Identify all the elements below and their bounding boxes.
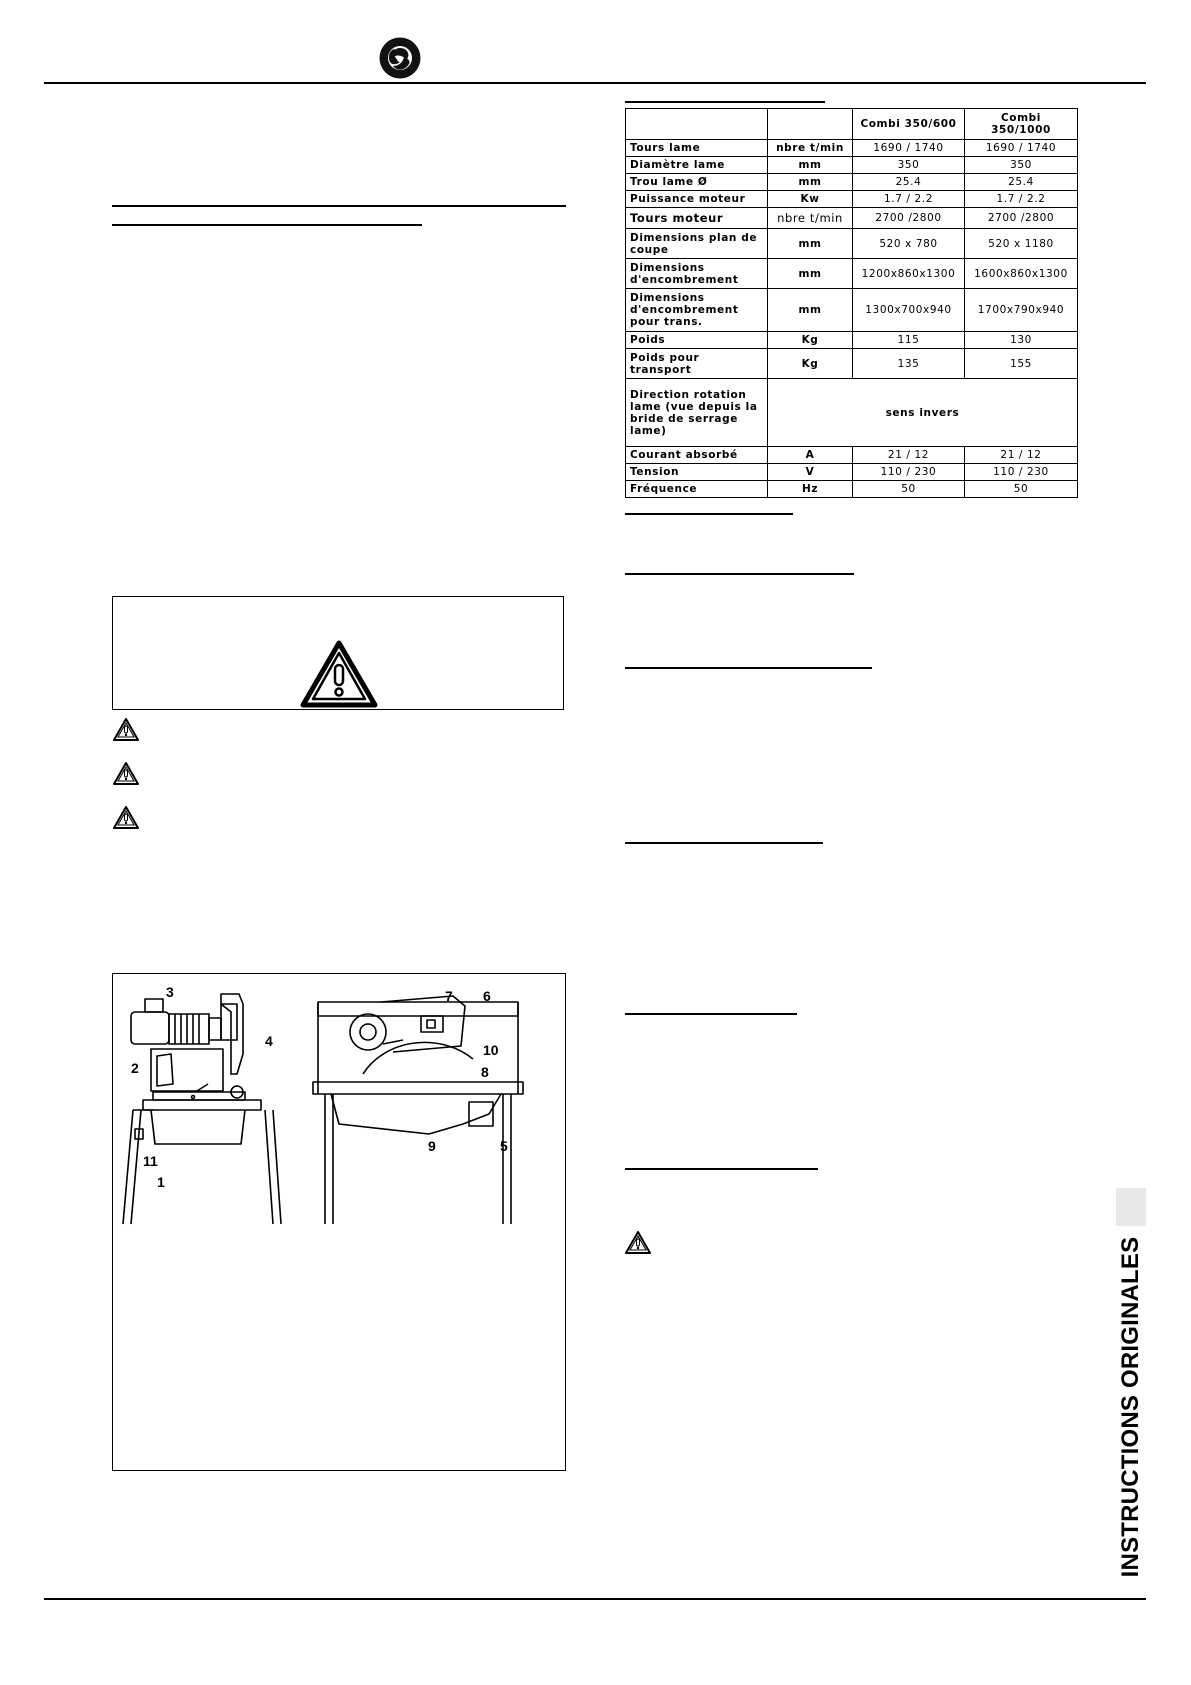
row-unit: mm [768, 157, 853, 174]
row-value: 110 / 230 [965, 464, 1078, 481]
figure-label: 4 [265, 1033, 273, 1049]
table-row [626, 157, 1078, 174]
row-value: 1.7 / 2.2 [853, 191, 965, 208]
table-row [626, 140, 1078, 157]
brand-logo-icon [378, 36, 422, 80]
figure-label: 3 [166, 984, 174, 1000]
row-label: Tension [626, 464, 768, 481]
table-header-cell: Combi 350/600 [853, 109, 965, 140]
row-value: 155 [965, 349, 1078, 379]
footer-rule [44, 1598, 1146, 1600]
row-unit: A [768, 447, 853, 464]
warning-small-icon [624, 1230, 652, 1256]
row-value: 1600x860x1300 [965, 259, 1078, 289]
figure-label: 5 [500, 1138, 508, 1154]
section-heading-underline [625, 101, 825, 103]
row-value: 1300x700x940 [853, 289, 965, 332]
section-heading-underline [625, 513, 793, 515]
warning-small-icon [112, 761, 140, 787]
specifications-table [625, 108, 1078, 498]
warning-triangle-icon [299, 639, 379, 709]
row-value: 1690 / 1740 [853, 140, 965, 157]
warning-box [112, 596, 564, 710]
row-unit: Kg [768, 349, 853, 379]
row-unit: Hz [768, 481, 853, 498]
section-heading-underline [625, 1013, 797, 1015]
table-row [626, 332, 1078, 349]
table-header-cell [626, 109, 768, 140]
table-row [626, 259, 1078, 289]
row-value: 135 [853, 349, 965, 379]
row-value: 130 [965, 332, 1078, 349]
table-header-cell: Combi 350/1000 [965, 109, 1078, 140]
table-row [626, 349, 1078, 379]
section-heading-underline [112, 224, 422, 226]
section-heading-underline [112, 205, 566, 207]
row-unit: nbre t/min [768, 208, 853, 229]
row-unit: nbre t/min [768, 140, 853, 157]
row-value: 1690 / 1740 [965, 140, 1078, 157]
table-row [626, 464, 1078, 481]
row-value: 110 / 230 [853, 464, 965, 481]
table-row [626, 229, 1078, 259]
row-label: Tours lame [626, 140, 768, 157]
row-unit: Kw [768, 191, 853, 208]
warning-small-icon [112, 717, 140, 743]
row-label: Trou lame Ø [626, 174, 768, 191]
table-row [626, 447, 1078, 464]
section-heading-underline [625, 667, 872, 669]
row-label: Dimensions d'encombrement [626, 259, 768, 289]
table-header-cell [768, 109, 853, 140]
row-unit: mm [768, 259, 853, 289]
row-label: Poids pour transport [626, 349, 768, 379]
row-value: 1200x860x1300 [853, 259, 965, 289]
figure-label: 6 [483, 988, 491, 1004]
row-label: Poids [626, 332, 768, 349]
row-value: 25.4 [965, 174, 1078, 191]
row-value: 1.7 / 2.2 [965, 191, 1078, 208]
row-label: Dimensions plan de coupe [626, 229, 768, 259]
row-value: 2700 /2800 [965, 208, 1078, 229]
row-value: 50 [853, 481, 965, 498]
section-heading-underline [625, 842, 823, 844]
row-unit: Kg [768, 332, 853, 349]
figure-label: 8 [481, 1064, 489, 1080]
figure-label: 11 [143, 1153, 158, 1169]
row-unit: mm [768, 289, 853, 332]
row-value: 2700 /2800 [853, 208, 965, 229]
row-label: Dimensions d'encombrement pour trans. [626, 289, 768, 332]
section-heading-underline [625, 1168, 818, 1170]
row-unit: mm [768, 174, 853, 191]
section-heading-underline [625, 573, 854, 575]
row-unit: mm [768, 229, 853, 259]
row-unit: V [768, 464, 853, 481]
row-label: Diamètre lame [626, 157, 768, 174]
row-value: 50 [965, 481, 1078, 498]
warning-small-icon [112, 805, 140, 831]
row-label: Fréquence [626, 481, 768, 498]
side-tab-marker [1116, 1188, 1146, 1226]
figure-label: 9 [428, 1138, 436, 1154]
figure-label: 7 [445, 988, 453, 1004]
row-value: 520 x 780 [853, 229, 965, 259]
table-row [626, 191, 1078, 208]
figure-label: 2 [131, 1060, 139, 1076]
row-label: Tours moteur [626, 208, 768, 229]
figure-label: 10 [483, 1042, 499, 1058]
table-row [626, 208, 1078, 229]
table-row [626, 379, 1078, 447]
row-value: 25.4 [853, 174, 965, 191]
row-label: Courant absorbé [626, 447, 768, 464]
row-label: Puissance moteur [626, 191, 768, 208]
table-row [626, 289, 1078, 332]
side-tab-label: INSTRUCTIONS ORIGINALES [1117, 1236, 1144, 1578]
row-value: 21 / 12 [853, 447, 965, 464]
row-value: 350 [965, 157, 1078, 174]
header-rule [44, 82, 1146, 84]
table-header-row [626, 109, 1078, 140]
table-row [626, 481, 1078, 498]
row-value: 115 [853, 332, 965, 349]
figure-label: 1 [157, 1174, 165, 1190]
row-value: 1700x790x940 [965, 289, 1078, 332]
row-label: Direction rotation lame (vue depuis la bride de serrage lame) [626, 379, 768, 447]
table-row [626, 174, 1078, 191]
row-value: 21 / 12 [965, 447, 1078, 464]
row-value: 350 [853, 157, 965, 174]
row-merged-value: sens invers [768, 379, 1078, 447]
row-value: 520 x 1180 [965, 229, 1078, 259]
